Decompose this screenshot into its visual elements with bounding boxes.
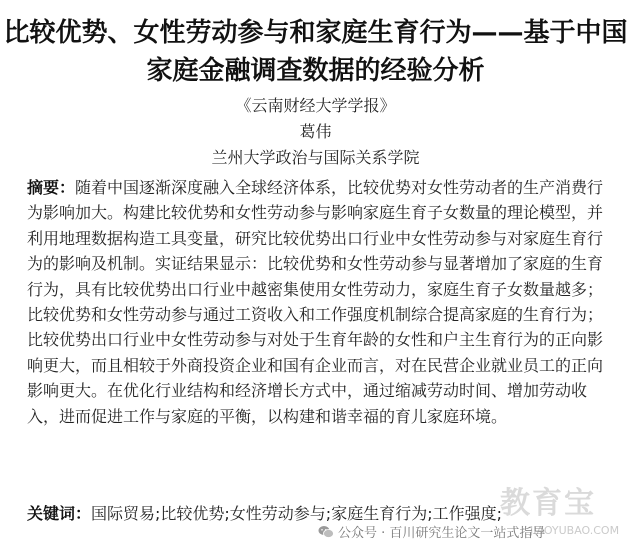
- footer-credit-text: 公众号 · 百川研究生论文一站式指导: [338, 526, 546, 541]
- author-affiliation: 兰州大学政治与国际关系学院: [211, 148, 420, 167]
- abstract-label: 摘要：: [27, 178, 76, 197]
- watermark-logo: 教育宝: [500, 486, 596, 521]
- footer-credit: [318, 525, 545, 543]
- paper-title: 比较优势、女性劳动参与和家庭生育行为——基于中国家庭金融调查数据的经验分析: [3, 18, 628, 86]
- journal-name: 《云南财经大学学报》: [235, 96, 396, 115]
- keywords-label: 关键词：: [27, 504, 92, 523]
- keywords-text: 国际贸易;比较优势;女性劳动参与;家庭生育行为;工作强度;: [91, 504, 502, 523]
- abstract-text: 随着中国逐渐深度融入全球经济体系，比较优势对女性劳动者的生产消费行为影响加大。构建比较优势和女性劳动参与影响家庭生育子女数量的理论模型，并利用地理数据构造工具变量，研究比较优势出口行业中女性劳动参与对家庭生育行为的影响及机制。实证结果显示：比较优势和女性劳动参与显著增加了家庭的生育行为，具有比较优势出口行业中越密集使用女性劳动力，家庭生育子女数量越多；比较优势和女性劳动参与通过工资收入和工作强度机制综合提高家庭的生育行为；比较优势出口行业中女性劳动参与对处于生育年龄的女性和户主生育行为的正向影响更大，而且相较于外商投资企业和国有企业而言，对在民营企业就业员工的正向影响更大。在优化行业结构和经济增长方式中，通过缩减劳动时间、增加劳动收入，进而促进工作与家庭的平衡，以构建和谐幸福的育儿家庭环境。: [27, 178, 604, 426]
- author-name: 葛伟: [299, 122, 332, 141]
- abstract: [27, 175, 611, 429]
- wechat-icon: [318, 525, 334, 539]
- watermark-url: JIAOYUBAO.COM: [530, 524, 620, 537]
